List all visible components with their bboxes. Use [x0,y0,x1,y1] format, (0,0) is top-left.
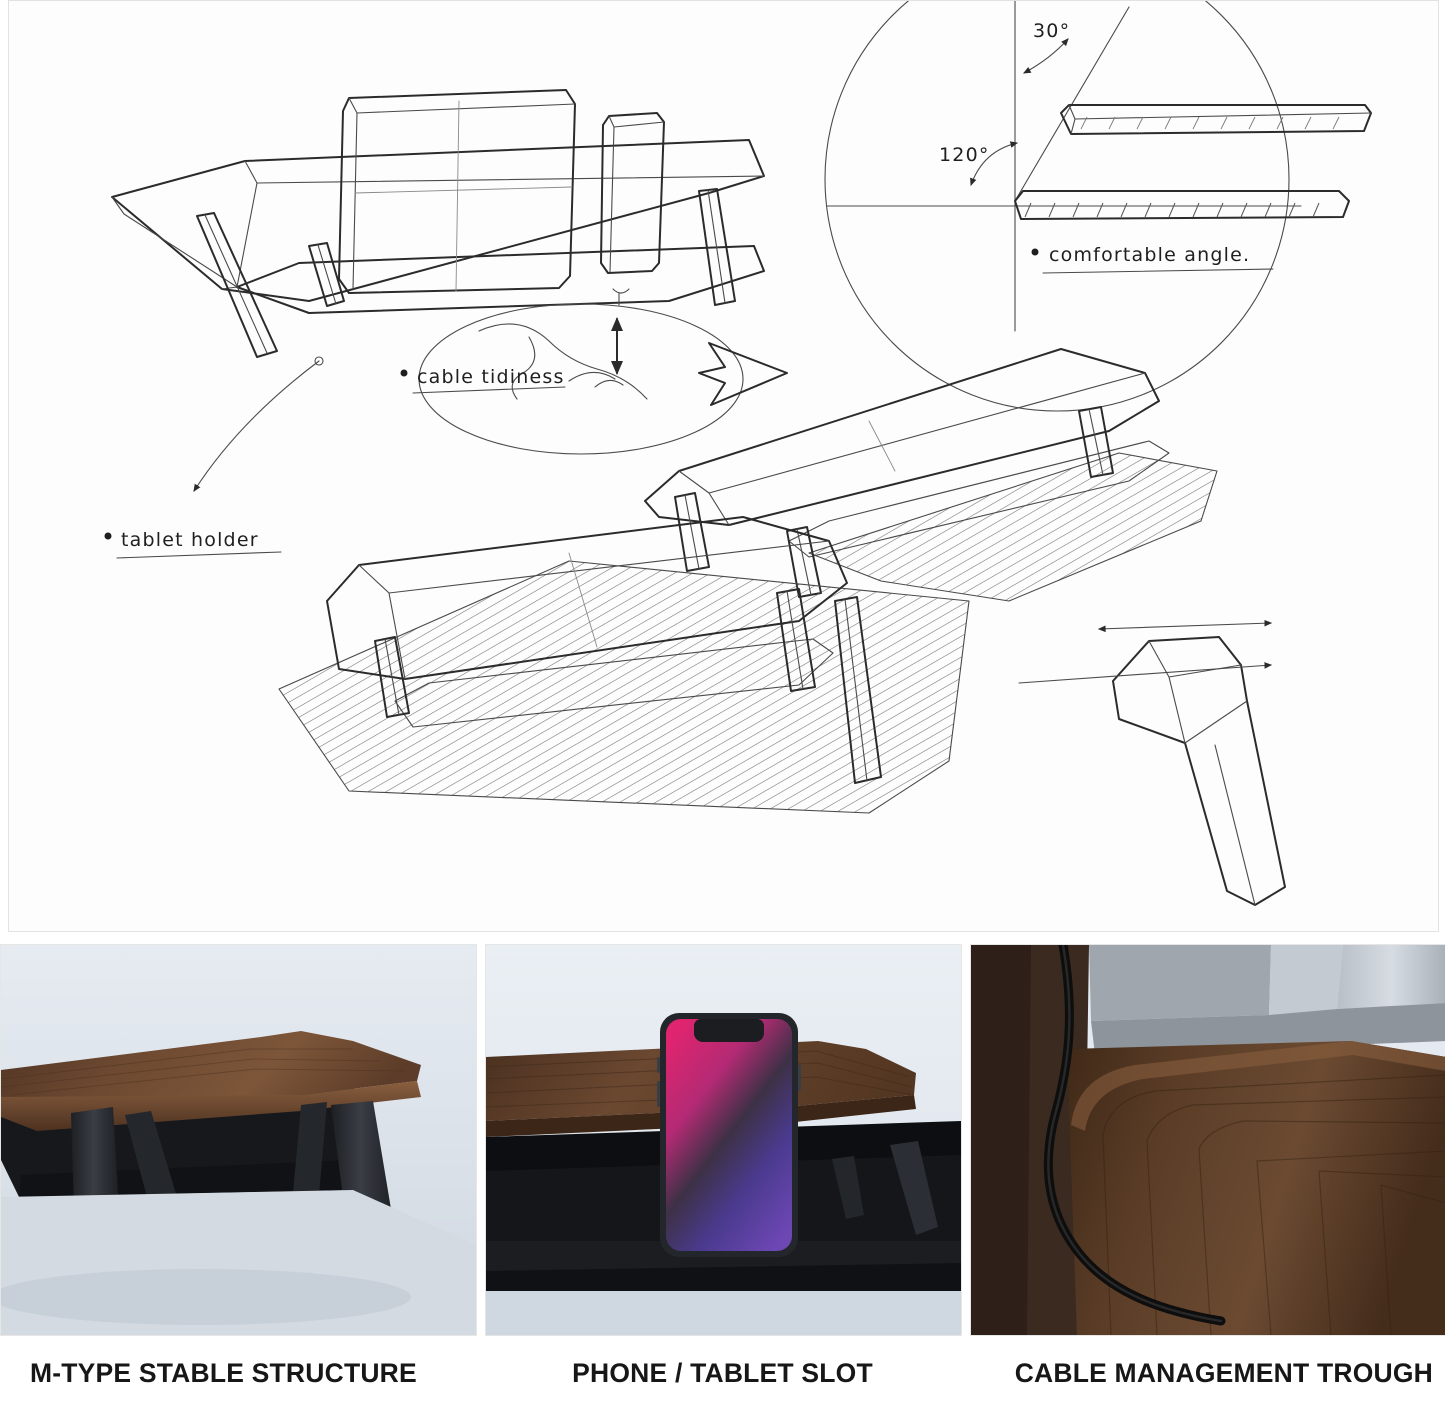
sketch-stand-with-tablet [112,90,764,357]
tablet-holder-label: tablet holder [121,529,259,551]
annotation-cable-tidiness [401,304,788,454]
feature-photo-m-type-stable-structure [0,944,477,1336]
feature-cell-m-type-stable-structure [0,944,475,1406]
feature-caption-m-type-stable-structure: M-TYPE STABLE STRUCTURE [30,1358,417,1388]
feature-caption-cable-management-trough: CABLE MANAGEMENT TROUGH [1014,1358,1433,1388]
angle-30-label: 30° [1033,20,1071,42]
sketch-angle-detail [825,1,1371,411]
design-sketch-panel [8,0,1439,932]
comfortable-angle-label: comfortable angle. [1049,244,1251,266]
sketch-stand-upper [645,349,1217,601]
angle-120-label: 120° [939,144,990,166]
feature-photo-cable-management-trough [970,944,1445,1336]
cable-tidiness-label: cable tidiness [417,366,565,388]
feature-photo-phone-tablet-slot [485,944,962,1336]
feature-cell-phone-tablet-slot [485,944,960,1406]
feature-caption-phone-tablet-slot: PHONE / TABLET SLOT [572,1358,873,1388]
sketch-leg-detail [1019,623,1285,905]
feature-cell-cable-management-trough [970,944,1445,1406]
annotation-tablet-holder [105,357,324,558]
feature-photo-row [0,944,1445,1406]
